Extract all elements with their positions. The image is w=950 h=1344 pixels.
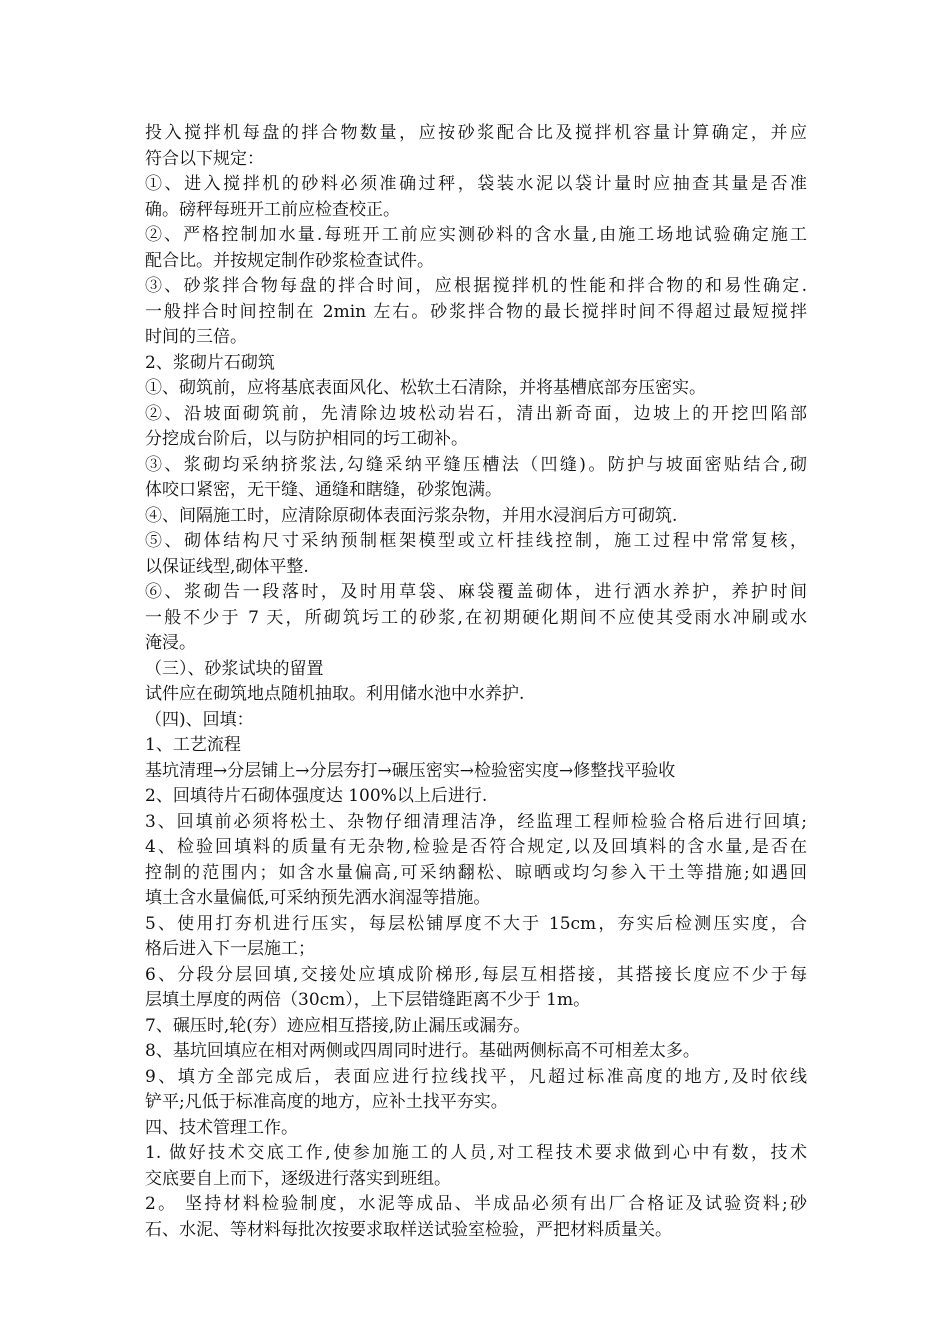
text-line: ②、沿坡面砌筑前，先清除边坡松动岩石，清出新奇面，边坡上的开挖凹陷部	[145, 403, 807, 424]
text-line: 符合以下规定：	[145, 148, 264, 169]
text-line: 分挖成台阶后，以与防护相同的圬工砌补。	[145, 429, 468, 449]
text-line: 7、碾压时,轮(夯）迹应相互搭接,防止漏压或漏夯。	[145, 1015, 531, 1036]
text-line: 四、技术管理工作。	[145, 1117, 298, 1138]
text-line: 交底要自上而下，逐级进行落实到班组。	[145, 1168, 451, 1189]
text-line: 2。 坚持材料检验制度，水泥等成品、半成品必须有出厂合格证及试验资料;砂	[145, 1194, 807, 1214]
text-line: 投入搅拌机每盘的拌合物数量，应按砂浆配合比及搅拌机容量计算确定，并应	[145, 123, 807, 143]
text-line: 3、回填前必须将松土、杂物仔细清理洁净，经监理工程师检验合格后进行回填;	[145, 811, 807, 832]
text-line: ③、砂浆拌合物每盘的拌合时间，应根据搅拌机的性能和拌合物的和易性确定.	[145, 276, 807, 296]
text-line: 5、使用打夯机进行压实，每层松铺厚度不大于 15cm，夯实后检测压实度，合	[145, 913, 807, 934]
text-line: 2、回填待片石砌体强度达 100%以上后进行.	[145, 786, 488, 806]
text-line: （四)、回填：	[145, 709, 254, 730]
text-line: 填土含水量偏低,可采纳预先洒水润湿等措施。	[145, 888, 491, 908]
text-line: 1. 做好技术交底工作,使参加施工的人员,对工程技术要求做到心中有数，技术	[145, 1143, 807, 1163]
text-line: 格后进入下一层施工；	[145, 939, 315, 959]
text-line: 确。磅秤每班开工前应检查校正。	[145, 199, 400, 220]
text-line: 配合比。并按规定制作砂浆检查试件。	[145, 250, 434, 271]
text-line: ②、严格控制加水量.每班开工前应实测砂料的含水量,由施工场地试验确定施工	[145, 225, 807, 245]
text-line: 9、填方全部完成后，表面应进行拉线找平，凡超过标准高度的地方,及时依线	[145, 1066, 807, 1087]
text-line: ③、浆砌均采纳挤浆法,勾缝采纳平缝压槽法（凹缝)。防护与坡面密贴结合,砌	[145, 454, 807, 475]
text-line: 石、水泥、等材料每批次按要求取样送试验室检验，严把材料质量关。	[145, 1219, 672, 1240]
text-line: 8、基坑回填应在相对两侧或四周同时进行。基础两侧标高不可相差太多。	[145, 1041, 700, 1061]
text-line: 时间的三倍。	[145, 327, 247, 347]
text-line: 以保证线型,砌体平整.	[145, 556, 309, 577]
text-line: 6、分段分层回填,交接处应填成阶梯形,每层互相搭接，其搭接长度应不少于每	[145, 964, 807, 985]
text-line: 试件应在砌筑地点随机抽取。利用储水池中水养护.	[145, 684, 525, 704]
text-line: 一般不少于 7 天，所砌筑圬工的砂浆,在初期硬化期间不应使其受雨水冲刷或水	[145, 607, 807, 628]
text-line: 2、浆砌片石砌筑	[145, 352, 275, 373]
text-line: 4、检验回填料的质量有无杂物,检验是否符合规定,以及回填料的含水量,是否在	[145, 837, 807, 857]
text-line: 基坑清理→分层铺上→分层夯打→碾压密实→检验密实度→修整找平验收	[145, 760, 676, 781]
text-line: 一般拌合时间控制在 2min 左右。砂浆拌合物的最长搅拌时间不得超过最短搅拌	[145, 301, 807, 322]
text-line: 控制的范围内；如含水量偏高,可采纳翻松、晾晒或均匀参入干土等措施;如遇回	[145, 862, 807, 883]
text-line: 1、工艺流程	[145, 735, 241, 755]
text-line: 铲平;凡低于标准高度的地方，应补土找平夯实。	[145, 1092, 508, 1112]
text-line: 体咬口紧密，无干缝、通缝和瞎缝，砂浆饱满。	[145, 480, 502, 500]
text-line: ①、进入搅拌机的砂料必须准确过秤，袋装水泥以袋计量时应抽查其量是否准	[145, 174, 807, 194]
text-line: ④、间隔施工时，应清除原砌体表面污浆杂物，并用水浸润后方可砌筑.	[145, 505, 678, 526]
text-line: 层填土厚度的两倍（30cm），上下层错缝距离不少于 1m。	[145, 990, 591, 1010]
text-line: （三）、砂浆试块的留置	[145, 658, 324, 679]
text-line: 淹浸。	[145, 633, 196, 653]
document-body	[145, 121, 807, 1243]
text-line: ⑥、浆砌告一段落时，及时用草袋、麻袋覆盖砌体，进行洒水养护，养护时间	[145, 582, 807, 602]
text-line: ①、砌筑前，应将基底表面风化、松软土石清除，并将基槽底部夯压密实。	[145, 378, 706, 398]
text-line: ⑤、砌体结构尺寸采纳预制框架模型或立杆挂线控制，施工过程中常常复核，	[145, 531, 807, 551]
